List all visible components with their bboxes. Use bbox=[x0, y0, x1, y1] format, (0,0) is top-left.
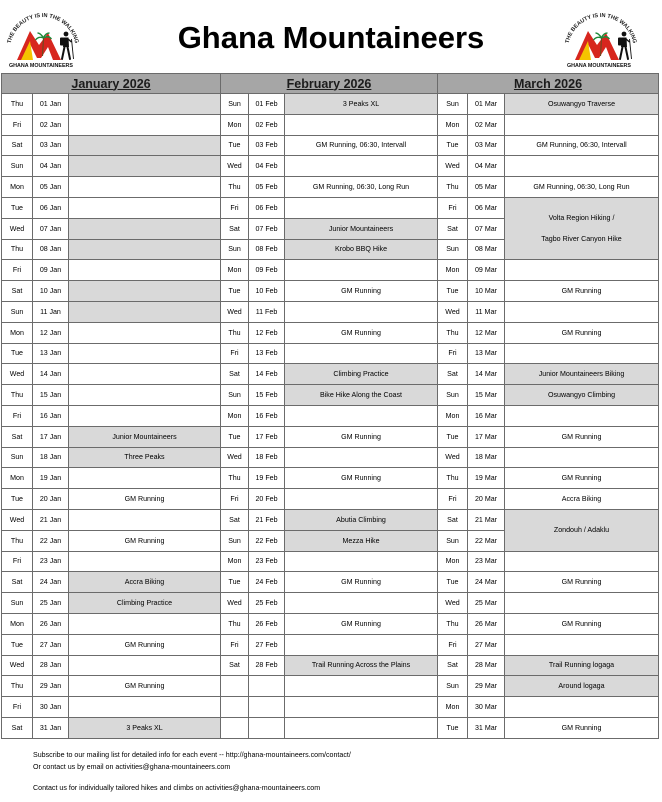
day-of-week: Thu bbox=[2, 385, 33, 406]
day-of-week: Mon bbox=[438, 406, 468, 427]
date-cell: 03 Jan bbox=[33, 136, 69, 157]
empty-event-cell bbox=[69, 364, 221, 385]
event-cell: 3 Peaks XL bbox=[69, 718, 221, 739]
day-of-week: Wed bbox=[2, 510, 33, 531]
day-of-week: Sat bbox=[2, 281, 33, 302]
date-cell: 23 Feb bbox=[249, 552, 285, 573]
footer-email-note: Or contact us by email on activities@ghana-mountaineers.com bbox=[33, 763, 231, 771]
event-cell: GM Running bbox=[285, 614, 438, 635]
day-of-week: Fri bbox=[2, 697, 33, 718]
date-cell: 16 Feb bbox=[249, 406, 285, 427]
date-cell: 15 Jan bbox=[33, 385, 69, 406]
event-cell: GM Running bbox=[285, 281, 438, 302]
page-title: Ghana Mountaineers bbox=[177, 20, 485, 55]
day-of-week: Sat bbox=[221, 364, 249, 385]
date-cell: 20 Feb bbox=[249, 489, 285, 510]
event-cell: GM Running bbox=[505, 718, 659, 739]
date-cell: 13 Mar bbox=[468, 344, 505, 365]
day-of-week: Thu bbox=[221, 177, 249, 198]
date-cell: 22 Jan bbox=[33, 531, 69, 552]
date-cell: 21 Feb bbox=[249, 510, 285, 531]
day-of-week: Sun bbox=[438, 385, 468, 406]
date-cell: 24 Mar bbox=[468, 572, 505, 593]
event-cell: GM Running bbox=[69, 635, 221, 656]
date-cell: 07 Mar bbox=[468, 219, 505, 240]
day-of-week: Wed bbox=[221, 156, 249, 177]
day-of-week: Mon bbox=[438, 260, 468, 281]
date-cell: 15 Mar bbox=[468, 385, 505, 406]
day-of-week: Mon bbox=[221, 552, 249, 573]
date-cell: 22 Mar bbox=[468, 531, 505, 552]
date-cell: 11 Jan bbox=[33, 302, 69, 323]
event-cell: GM Running bbox=[69, 489, 221, 510]
day-of-week: Sun bbox=[2, 302, 33, 323]
event-line: Volta Region Hiking / bbox=[548, 213, 615, 222]
day-of-week: Wed bbox=[438, 448, 468, 469]
day-of-week: Sat bbox=[438, 364, 468, 385]
date-cell: 06 Mar bbox=[468, 198, 505, 219]
date-cell: 05 Mar bbox=[468, 177, 505, 198]
empty-event-cell bbox=[69, 323, 221, 344]
date-cell: 23 Jan bbox=[33, 552, 69, 573]
empty-event-cell bbox=[69, 177, 221, 198]
event-cell: GM Running bbox=[285, 323, 438, 344]
date-cell: 30 Jan bbox=[33, 697, 69, 718]
event-cell: GM Running, 06:30, Intervall bbox=[285, 136, 438, 157]
blank-date-cell bbox=[249, 697, 285, 718]
date-cell: 24 Feb bbox=[249, 572, 285, 593]
day-of-week: Tue bbox=[221, 136, 249, 157]
day-of-week: Mon bbox=[221, 115, 249, 136]
event-cell: Trail Running Across the Plains bbox=[285, 656, 438, 677]
day-of-week: Mon bbox=[2, 177, 33, 198]
event-cell: Abutia Climbing bbox=[285, 510, 438, 531]
empty-event-cell bbox=[69, 614, 221, 635]
empty-event-cell bbox=[285, 448, 438, 469]
empty-event-cell bbox=[285, 198, 438, 219]
date-cell: 06 Feb bbox=[249, 198, 285, 219]
date-cell: 22 Feb bbox=[249, 531, 285, 552]
day-of-week: Sun bbox=[221, 531, 249, 552]
date-cell: 02 Mar bbox=[468, 115, 505, 136]
date-cell: 27 Mar bbox=[468, 635, 505, 656]
date-cell: 07 Jan bbox=[33, 219, 69, 240]
event-cell: Osuwangyo Traverse bbox=[505, 94, 659, 115]
event-cell: Trail Running logaga bbox=[505, 656, 659, 677]
day-of-week: Fri bbox=[438, 489, 468, 510]
day-of-week: Sat bbox=[2, 572, 33, 593]
empty-event-cell bbox=[69, 219, 221, 240]
day-of-week: Thu bbox=[2, 531, 33, 552]
date-cell: 19 Mar bbox=[468, 468, 505, 489]
day-of-week: Mon bbox=[2, 614, 33, 635]
date-cell: 07 Feb bbox=[249, 219, 285, 240]
event-cell: GM Running bbox=[505, 614, 659, 635]
event-cell: 3 Peaks XL bbox=[285, 94, 438, 115]
date-cell: 08 Mar bbox=[468, 240, 505, 261]
day-of-week: Thu bbox=[221, 614, 249, 635]
empty-event-cell bbox=[285, 552, 438, 573]
date-cell: 09 Mar bbox=[468, 260, 505, 281]
event-cell: GM Running bbox=[505, 281, 659, 302]
day-of-week: Thu bbox=[438, 177, 468, 198]
day-of-week: Tue bbox=[2, 489, 33, 510]
date-cell: 17 Feb bbox=[249, 427, 285, 448]
empty-event-cell bbox=[505, 344, 659, 365]
date-cell: 02 Feb bbox=[249, 115, 285, 136]
day-of-week: Sat bbox=[438, 219, 468, 240]
date-cell: 25 Jan bbox=[33, 593, 69, 614]
day-of-week: Tue bbox=[2, 344, 33, 365]
event-cell: Accra Biking bbox=[69, 572, 221, 593]
date-cell: 02 Jan bbox=[33, 115, 69, 136]
date-cell: 05 Jan bbox=[33, 177, 69, 198]
empty-event-cell bbox=[285, 718, 438, 739]
day-of-week: Thu bbox=[2, 240, 33, 261]
empty-event-cell bbox=[69, 385, 221, 406]
date-cell: 03 Feb bbox=[249, 136, 285, 157]
date-cell: 28 Mar bbox=[468, 656, 505, 677]
day-of-week: Wed bbox=[2, 364, 33, 385]
day-of-week: Sun bbox=[438, 676, 468, 697]
date-cell: 05 Feb bbox=[249, 177, 285, 198]
date-cell: 08 Jan bbox=[33, 240, 69, 261]
date-cell: 31 Jan bbox=[33, 718, 69, 739]
day-of-week: Sat bbox=[2, 718, 33, 739]
multi-day-event-cell bbox=[505, 510, 659, 552]
date-cell: 26 Feb bbox=[249, 614, 285, 635]
event-cell: Climbing Practice bbox=[285, 364, 438, 385]
date-cell: 14 Feb bbox=[249, 364, 285, 385]
event-cell: Climbing Practice bbox=[69, 593, 221, 614]
event-cell: Bike Hike Along the Coast bbox=[285, 385, 438, 406]
empty-event-cell bbox=[285, 489, 438, 510]
date-cell: 01 Feb bbox=[249, 94, 285, 115]
empty-event-cell bbox=[505, 406, 659, 427]
date-cell: 25 Feb bbox=[249, 593, 285, 614]
date-cell: 26 Mar bbox=[468, 614, 505, 635]
day-of-week: Tue bbox=[438, 281, 468, 302]
day-of-week: Sun bbox=[2, 156, 33, 177]
day-of-week: Fri bbox=[221, 635, 249, 656]
event-line: Tagbo River Canyon Hike bbox=[541, 234, 622, 243]
event-cell: GM Running bbox=[505, 427, 659, 448]
date-cell: 29 Jan bbox=[33, 676, 69, 697]
day-of-week: Thu bbox=[2, 676, 33, 697]
event-cell: GM Running bbox=[69, 531, 221, 552]
date-cell: 27 Jan bbox=[33, 635, 69, 656]
date-cell: 12 Feb bbox=[249, 323, 285, 344]
date-cell: 01 Jan bbox=[33, 94, 69, 115]
day-of-week: Thu bbox=[2, 94, 33, 115]
event-line: Zondouh / Adaklu bbox=[553, 525, 610, 534]
day-of-week: Wed bbox=[221, 302, 249, 323]
date-cell: 17 Mar bbox=[468, 427, 505, 448]
event-cell: GM Running bbox=[285, 468, 438, 489]
date-cell: 20 Jan bbox=[33, 489, 69, 510]
event-cell: GM Running, 06:30, Intervall bbox=[505, 136, 659, 157]
date-cell: 19 Feb bbox=[249, 468, 285, 489]
empty-event-cell bbox=[505, 593, 659, 614]
date-cell: 28 Feb bbox=[249, 656, 285, 677]
empty-event-cell bbox=[69, 468, 221, 489]
month-header-february: February 2026 bbox=[221, 74, 438, 94]
empty-event-cell bbox=[69, 136, 221, 157]
event-cell: Accra Biking bbox=[505, 489, 659, 510]
empty-event-cell bbox=[69, 115, 221, 136]
day-of-week: Sat bbox=[438, 510, 468, 531]
day-of-week: Sat bbox=[2, 427, 33, 448]
day-of-week: Wed bbox=[2, 656, 33, 677]
day-of-week: Fri bbox=[2, 115, 33, 136]
empty-event-cell bbox=[69, 656, 221, 677]
empty-event-cell bbox=[69, 260, 221, 281]
empty-event-cell bbox=[69, 281, 221, 302]
date-cell: 26 Jan bbox=[33, 614, 69, 635]
date-cell: 30 Mar bbox=[468, 697, 505, 718]
date-cell: 06 Jan bbox=[33, 198, 69, 219]
date-cell: 12 Jan bbox=[33, 323, 69, 344]
date-cell: 21 Jan bbox=[33, 510, 69, 531]
day-of-week: Fri bbox=[438, 344, 468, 365]
empty-event-cell bbox=[69, 240, 221, 261]
month-header-march: March 2026 bbox=[438, 74, 659, 94]
empty-event-cell bbox=[505, 552, 659, 573]
date-cell: 09 Feb bbox=[249, 260, 285, 281]
date-cell: 18 Feb bbox=[249, 448, 285, 469]
empty-event-cell bbox=[505, 260, 659, 281]
event-cell: Junior Mountaineers bbox=[285, 219, 438, 240]
day-of-week: Tue bbox=[221, 281, 249, 302]
day-of-week: Fri bbox=[221, 198, 249, 219]
day-of-week: Tue bbox=[438, 136, 468, 157]
empty-event-cell bbox=[505, 156, 659, 177]
event-cell: Junior Mountaineers Biking bbox=[505, 364, 659, 385]
day-of-week: Tue bbox=[2, 635, 33, 656]
day-of-week: Mon bbox=[438, 115, 468, 136]
event-cell: Mezza Hike bbox=[285, 531, 438, 552]
empty-event-cell bbox=[69, 552, 221, 573]
event-cell: GM Running bbox=[285, 572, 438, 593]
empty-event-cell bbox=[505, 635, 659, 656]
blank-day-of-week bbox=[221, 676, 249, 697]
date-cell: 23 Mar bbox=[468, 552, 505, 573]
event-cell: GM Running bbox=[505, 323, 659, 344]
empty-event-cell bbox=[505, 697, 659, 718]
empty-event-cell bbox=[285, 344, 438, 365]
day-of-week: Wed bbox=[2, 219, 33, 240]
date-cell: 19 Jan bbox=[33, 468, 69, 489]
empty-event-cell bbox=[505, 302, 659, 323]
logo-tagline: THE BEAUTY IS IN THE WALKING bbox=[6, 12, 80, 45]
date-cell: 03 Mar bbox=[468, 136, 505, 157]
empty-event-cell bbox=[505, 448, 659, 469]
blank-day-of-week bbox=[221, 718, 249, 739]
day-of-week: Sun bbox=[2, 593, 33, 614]
date-cell: 04 Feb bbox=[249, 156, 285, 177]
date-cell: 13 Feb bbox=[249, 344, 285, 365]
day-of-week: Sun bbox=[438, 240, 468, 261]
date-cell: 11 Mar bbox=[468, 302, 505, 323]
event-cell: Osuwangyo Climbing bbox=[505, 385, 659, 406]
day-of-week: Sun bbox=[221, 385, 249, 406]
empty-event-cell bbox=[285, 115, 438, 136]
day-of-week: Thu bbox=[221, 468, 249, 489]
empty-event-cell bbox=[69, 156, 221, 177]
day-of-week: Sun bbox=[221, 240, 249, 261]
event-cell: GM Running bbox=[505, 468, 659, 489]
date-cell: 28 Jan bbox=[33, 656, 69, 677]
empty-event-cell bbox=[69, 198, 221, 219]
footer-custom-hikes-note: Contact us for individually tailored hikes and climbs on activities@ghana-mountaineers.com bbox=[33, 784, 321, 792]
date-cell: 25 Mar bbox=[468, 593, 505, 614]
empty-event-cell bbox=[285, 260, 438, 281]
day-of-week: Tue bbox=[438, 427, 468, 448]
date-cell: 14 Jan bbox=[33, 364, 69, 385]
date-cell: 04 Jan bbox=[33, 156, 69, 177]
empty-event-cell bbox=[69, 344, 221, 365]
day-of-week: Tue bbox=[438, 718, 468, 739]
blank-date-cell bbox=[249, 676, 285, 697]
day-of-week: Mon bbox=[2, 468, 33, 489]
day-of-week: Fri bbox=[2, 406, 33, 427]
logo-name: GHANA MOUNTAINEERS bbox=[567, 63, 632, 68]
day-of-week: Sat bbox=[2, 136, 33, 157]
day-of-week: Fri bbox=[2, 552, 33, 573]
date-cell: 10 Mar bbox=[468, 281, 505, 302]
empty-event-cell bbox=[69, 406, 221, 427]
date-cell: 24 Jan bbox=[33, 572, 69, 593]
date-cell: 21 Mar bbox=[468, 510, 505, 531]
empty-event-cell bbox=[285, 302, 438, 323]
multi-day-event-cell bbox=[505, 198, 659, 260]
day-of-week: Sat bbox=[221, 219, 249, 240]
day-of-week: Fri bbox=[438, 635, 468, 656]
day-of-week: Wed bbox=[221, 448, 249, 469]
date-cell: 31 Mar bbox=[468, 718, 505, 739]
date-cell: 16 Jan bbox=[33, 406, 69, 427]
date-cell: 18 Jan bbox=[33, 448, 69, 469]
day-of-week: Sat bbox=[221, 510, 249, 531]
date-cell: 08 Feb bbox=[249, 240, 285, 261]
event-cell: Junior Mountaineers bbox=[69, 427, 221, 448]
day-of-week: Mon bbox=[221, 260, 249, 281]
day-of-week: Fri bbox=[221, 344, 249, 365]
day-of-week: Wed bbox=[438, 593, 468, 614]
footer-mailing-list-note: Subscribe to our mailing list for detailed info for each event -- http://ghana-mountaineers.com/contact/ bbox=[33, 751, 351, 759]
event-cell: GM Running bbox=[69, 676, 221, 697]
date-cell: 09 Jan bbox=[33, 260, 69, 281]
day-of-week: Sat bbox=[221, 656, 249, 677]
date-cell: 17 Jan bbox=[33, 427, 69, 448]
empty-event-cell bbox=[69, 697, 221, 718]
date-cell: 10 Feb bbox=[249, 281, 285, 302]
date-cell: 13 Jan bbox=[33, 344, 69, 365]
calendar-grid bbox=[1, 73, 659, 739]
day-of-week: Sun bbox=[221, 94, 249, 115]
day-of-week: Thu bbox=[221, 323, 249, 344]
day-of-week: Thu bbox=[438, 468, 468, 489]
day-of-week: Tue bbox=[2, 198, 33, 219]
date-cell: 29 Mar bbox=[468, 676, 505, 697]
empty-event-cell bbox=[285, 635, 438, 656]
day-of-week: Fri bbox=[221, 489, 249, 510]
blank-date-cell bbox=[249, 718, 285, 739]
empty-event-cell bbox=[69, 510, 221, 531]
day-of-week: Wed bbox=[438, 302, 468, 323]
day-of-week: Mon bbox=[2, 323, 33, 344]
month-header-january: January 2026 bbox=[2, 74, 221, 94]
event-cell: Krobo BBQ Hike bbox=[285, 240, 438, 261]
day-of-week: Fri bbox=[2, 260, 33, 281]
day-of-week: Fri bbox=[438, 198, 468, 219]
day-of-week: Thu bbox=[438, 323, 468, 344]
empty-event-cell bbox=[69, 94, 221, 115]
day-of-week: Mon bbox=[438, 552, 468, 573]
date-cell: 27 Feb bbox=[249, 635, 285, 656]
date-cell: 15 Feb bbox=[249, 385, 285, 406]
event-cell: GM Running, 06:30, Long Run bbox=[505, 177, 659, 198]
day-of-week: Tue bbox=[221, 427, 249, 448]
date-cell: 10 Jan bbox=[33, 281, 69, 302]
day-of-week: Sun bbox=[438, 94, 468, 115]
day-of-week: Wed bbox=[438, 156, 468, 177]
empty-event-cell bbox=[505, 115, 659, 136]
event-cell: GM Running bbox=[285, 427, 438, 448]
event-cell: GM Running, 06:30, Long Run bbox=[285, 177, 438, 198]
date-cell: 20 Mar bbox=[468, 489, 505, 510]
day-of-week: Tue bbox=[438, 572, 468, 593]
day-of-week: Tue bbox=[221, 572, 249, 593]
date-cell: 01 Mar bbox=[468, 94, 505, 115]
event-cell: GM Running bbox=[505, 572, 659, 593]
date-cell: 16 Mar bbox=[468, 406, 505, 427]
date-cell: 18 Mar bbox=[468, 448, 505, 469]
day-of-week: Mon bbox=[438, 697, 468, 718]
blank-day-of-week bbox=[221, 697, 249, 718]
empty-event-cell bbox=[285, 593, 438, 614]
day-of-week: Thu bbox=[438, 614, 468, 635]
day-of-week: Mon bbox=[221, 406, 249, 427]
date-cell: 14 Mar bbox=[468, 364, 505, 385]
date-cell: 04 Mar bbox=[468, 156, 505, 177]
empty-event-cell bbox=[285, 156, 438, 177]
date-cell: 11 Feb bbox=[249, 302, 285, 323]
event-cell: Around logaga bbox=[505, 676, 659, 697]
date-cell: 12 Mar bbox=[468, 323, 505, 344]
empty-event-cell bbox=[285, 697, 438, 718]
day-of-week: Sun bbox=[2, 448, 33, 469]
day-of-week: Wed bbox=[221, 593, 249, 614]
empty-event-cell bbox=[69, 302, 221, 323]
empty-event-cell bbox=[285, 406, 438, 427]
day-of-week: Sat bbox=[438, 656, 468, 677]
empty-event-cell bbox=[285, 676, 438, 697]
event-cell: Three Peaks bbox=[69, 448, 221, 469]
logo-name: GHANA MOUNTAINEERS bbox=[9, 63, 74, 68]
logo-tagline: THE BEAUTY IS IN THE WALKING bbox=[564, 12, 638, 45]
day-of-week: Sun bbox=[438, 531, 468, 552]
